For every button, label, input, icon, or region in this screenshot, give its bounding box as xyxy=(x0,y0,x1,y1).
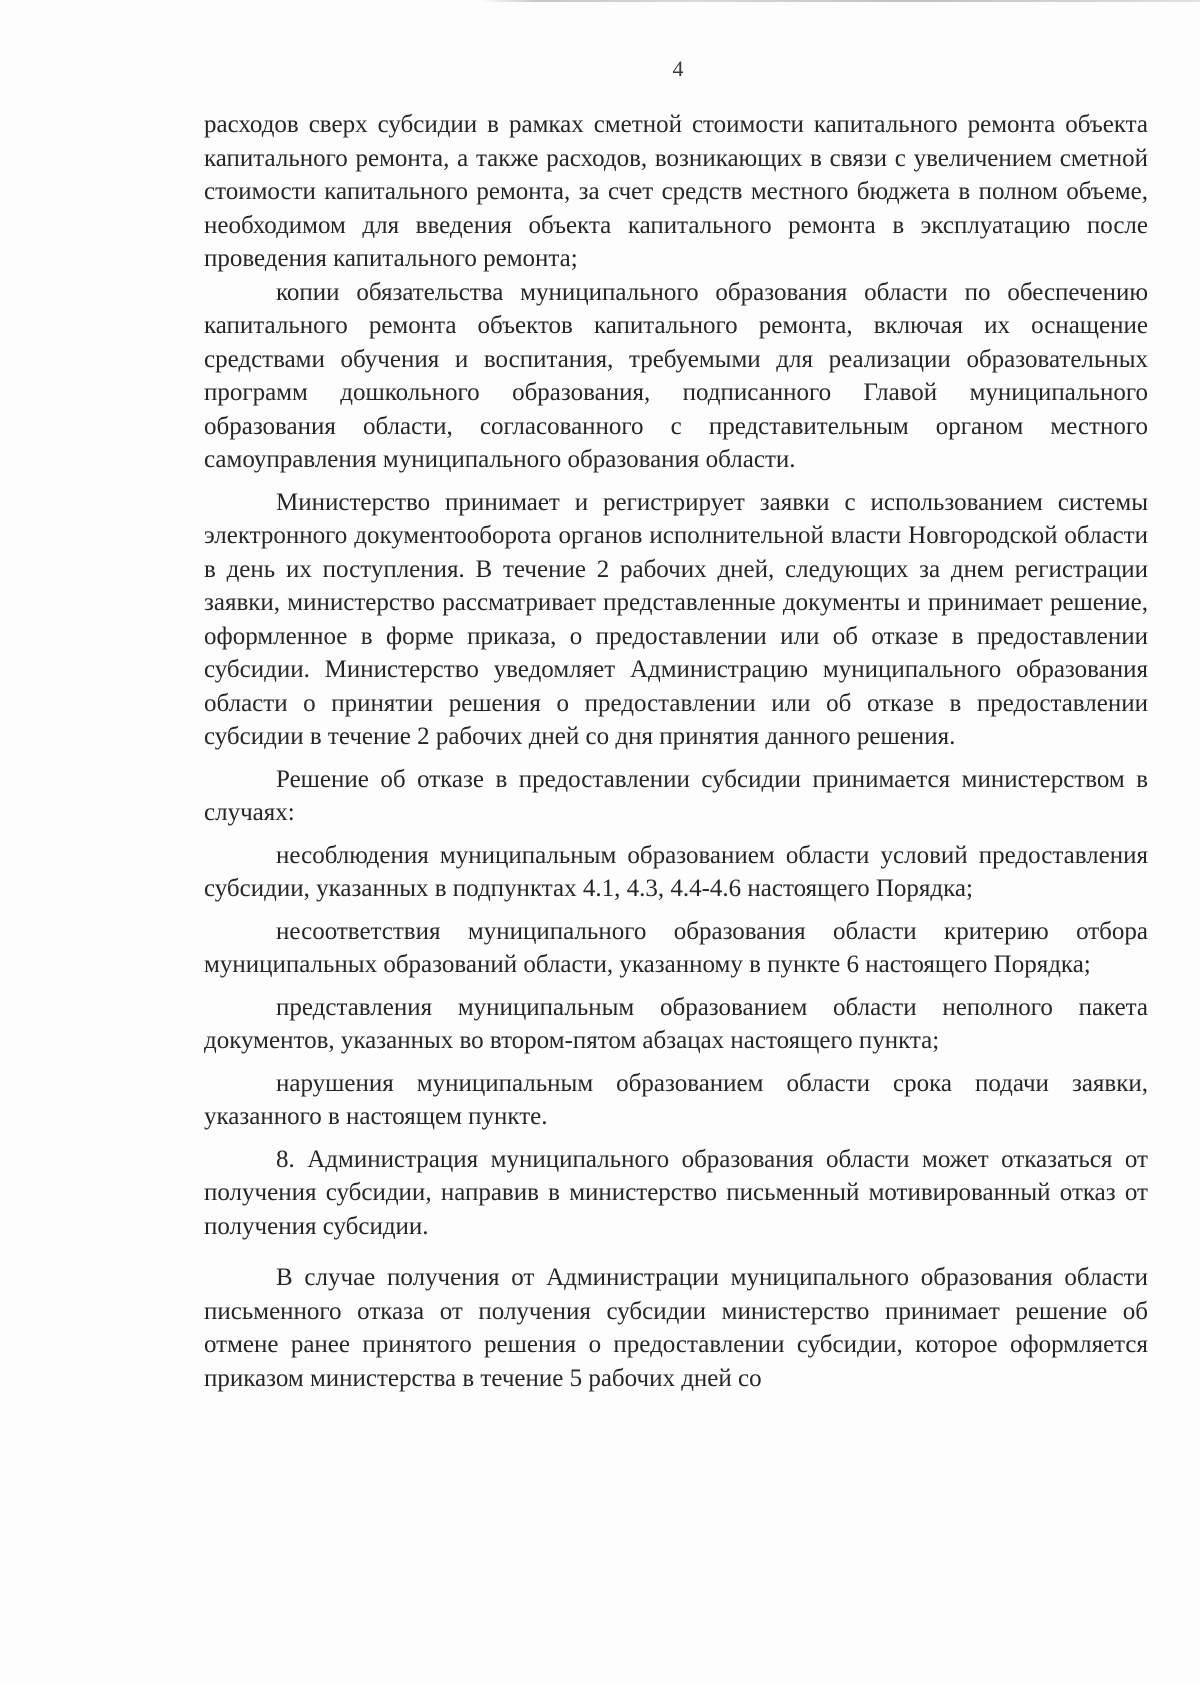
paragraph-item-8-refusal: 8. Администрация муниципального образования области может отказаться от получения субсидии, направив в министерство письменный мотивированный отказ от получения субсидии. xyxy=(204,1145,1148,1240)
paragraph-obligation-copy: копии обязательства муниципального образования области по обеспечению капитального ремонта объектов капитального ремонта, включая их оснащение средствами обучения и воспитания, требуемыми для реализации образовательных программ дошкольного образования, подписанного Главой муниципального образования области, согласованного с представительным органом местного самоуправления муниципального образования области. xyxy=(204,278,1148,473)
paragraph-refusal-reason-criterion: несоответствия муниципального образования области критерию отбора муниципальных образований области, указанному в пункте 6 настоящего Порядка; xyxy=(204,917,1148,978)
paragraph-cancellation: В случае получения от Администрации муниципального образования области письменного отказа от получения субсидии министерство принимает решение об отмене ранее принятого решения о предоставлении субсидии, которое оформляется приказом министерства в течение 5 рабочих дней со xyxy=(204,1264,1148,1392)
paragraph-ministry-registration: Министерство принимает и регистрирует заявки с использованием системы электронного документооборота органов исполнительной власти Новгородской области в день их поступления. В течение 2 рабочих дней, следующих за днем регистрации заявки, министерство рассматривает представленные документы и принимает решение, оформленное в форме приказа, о предоставлении или об отказе в предоставлении субсидии. Министерство уведомляет Администрацию муниципального образования области о принятии решения о предоставлении или об отказе в предоставлении субсидии в течение 2 рабочих дней со дня принятия данного решения. xyxy=(204,488,1148,750)
paragraph-refusal-decision: Решение об отказе в предоставлении субсидии принимается министерством в случаях: xyxy=(204,765,1148,826)
paragraph-expenses-continuation: расходов сверх субсидии в рамках сметной стоимости капитального ремонта объекта капитального ремонта, а также расходов, возникающих в связи с увеличением сметной стоимости капитального ремонта, за счет средств местного бюджета в полном объеме, необходимом для введения объекта капитального ремонта в эксплуатацию после проведения капитального ремонта; xyxy=(204,111,1148,272)
paragraph-refusal-reason-deadline: нарушения муниципальным образованием области срока подачи заявки, указанного в настоящем пункте. xyxy=(204,1069,1148,1130)
scan-edge-artifact xyxy=(480,0,1200,2)
paragraph-refusal-reason-incomplete: представления муниципальным образованием области неполного пакета документов, указанных во втором-пятом абзацах настоящего пункта; xyxy=(204,993,1148,1054)
paragraph-refusal-reason-conditions: несоблюдения муниципальным образованием области условий предоставления субсидии, указанных в подпунктах 4.1, 4.3, 4.4-4.6 настоящего Порядка; xyxy=(204,841,1148,902)
document-body xyxy=(204,108,1148,1395)
page-number: 4 xyxy=(672,56,684,81)
